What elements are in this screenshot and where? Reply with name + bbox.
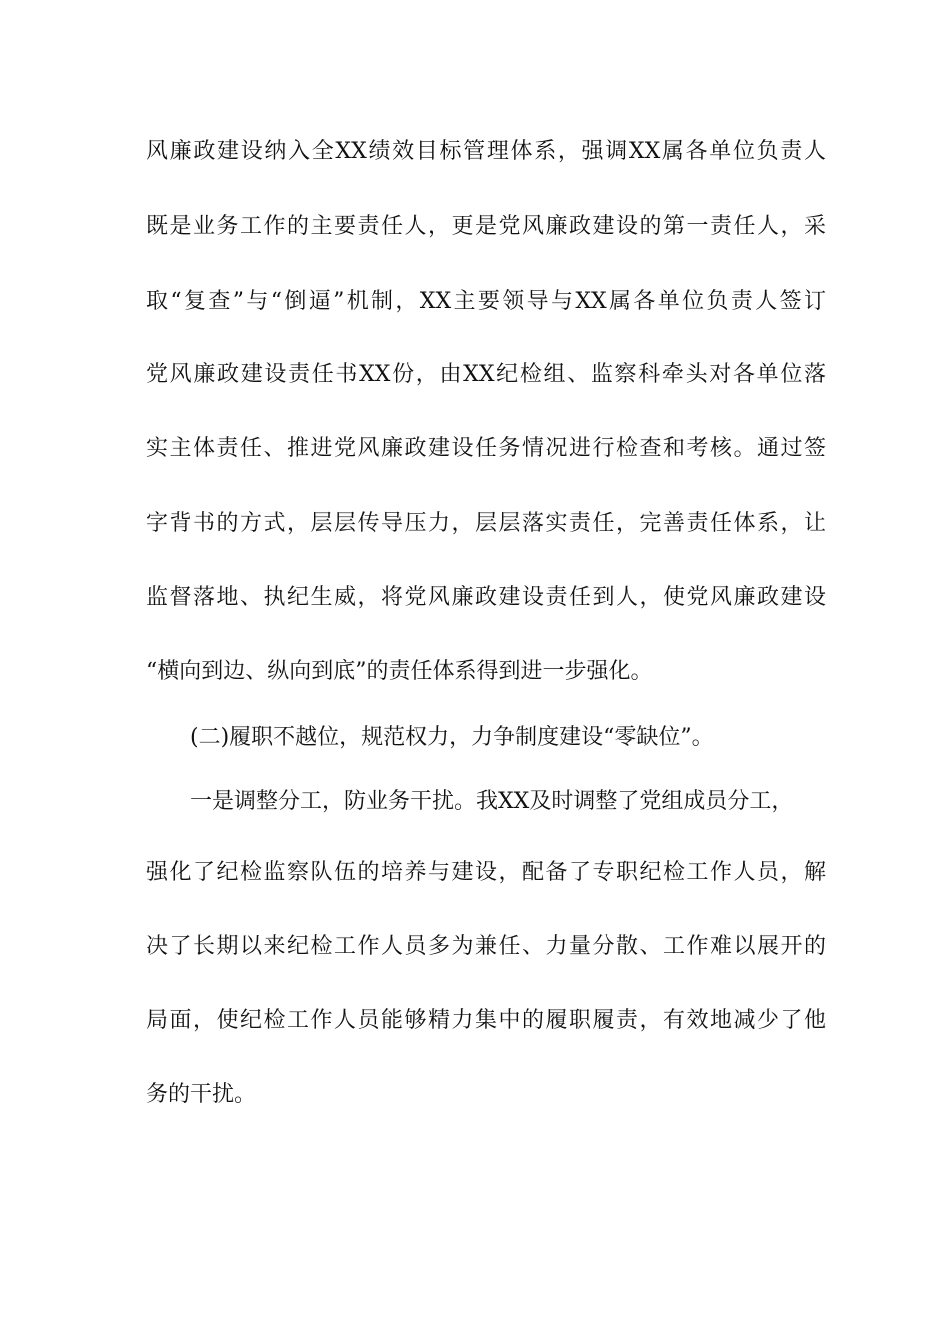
paragraph-line: 一是调整分工，防业务干扰。我XX及时调整了党组成员分工， [190, 789, 794, 814]
paragraph-line: 监督落地、执纪生威，将党风廉政建设责任到人，使党风廉政建设 [146, 585, 826, 610]
paragraph-line: 实主体责任、推进党风廉政建设任务情况进行检查和考核。通过签 [146, 436, 826, 461]
paragraph-line: “横向到边、纵向到底”的责任体系得到进一步强化。 [146, 659, 653, 684]
paragraph-line: 强化了纪检监察队伍的培养与建设，配备了专职纪检工作人员，解 [146, 860, 826, 885]
paragraph-line: 既是业务工作的主要责任人，更是党风廉政建设的第一责任人，采 [146, 214, 826, 239]
paragraph-line: 取“复查”与“倒逼”机制，XX主要领导与XX属各单位负责人签订 [146, 289, 826, 314]
paragraph-line: 字背书的方式，层层传导压力，层层落实责任，完善责任体系，让 [146, 511, 826, 536]
section-heading: (二)履职不越位，规范权力，力争制度建设“零缺位”。 [190, 725, 714, 750]
paragraph-line: 局面，使纪检工作人员能够精力集中的履职履责，有效地减少了他 [146, 1008, 826, 1033]
paragraph-line: 风廉政建设纳入全XX绩效目标管理体系，强调XX属各单位负责人 [146, 139, 826, 164]
paragraph-line: 务的干扰。 [146, 1082, 257, 1107]
paragraph-line: 党风廉政建设责任书XX份，由XX纪检组、监察科牵头对各单位落 [146, 362, 826, 387]
paragraph-line: 决了长期以来纪检工作人员多为兼任、力量分散、工作难以展开的 [146, 934, 826, 959]
